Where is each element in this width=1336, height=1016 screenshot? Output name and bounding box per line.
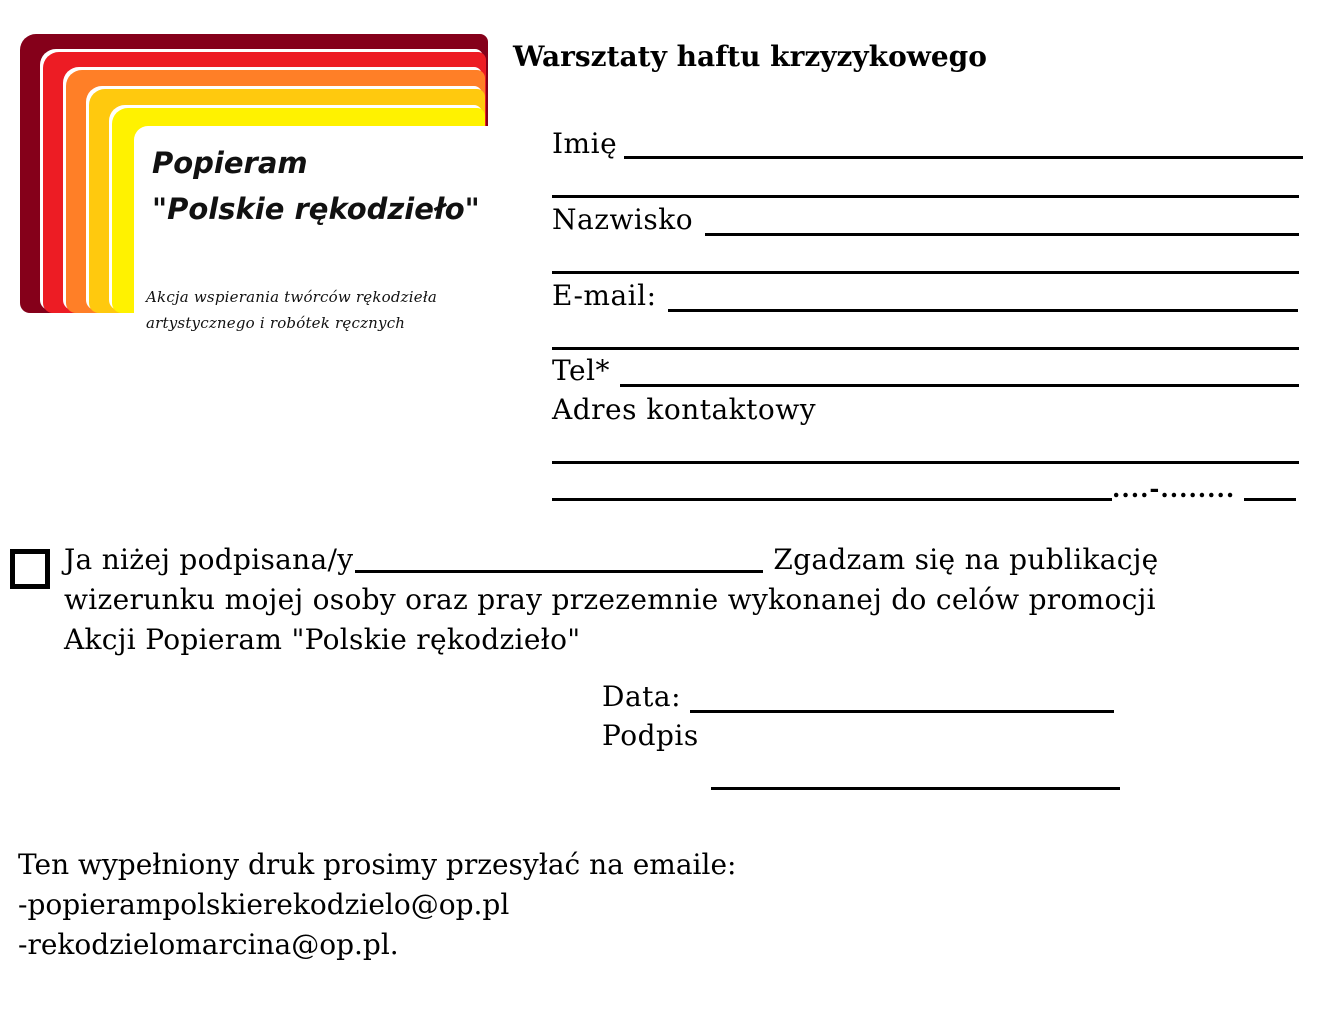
last-name-field[interactable] [705,233,1299,236]
address-line-1[interactable] [552,461,1299,464]
date-label: Data: [602,680,682,713]
first-name-extra-line[interactable] [552,195,1299,198]
consent-suffix: Zgadzam się na publikację [773,543,1159,576]
consent-line-2: wizerunku mojej osoby oraz pray przezemnie wykonanej do celów promocji [64,583,1156,616]
last-name-label: Nazwisko [552,203,694,236]
address-line-2[interactable] [552,498,1112,501]
logo-subtitle-line2: artystycznego i robótek ręcznych [146,314,406,332]
phone-label: Tel* [552,354,611,387]
footer [18,845,736,965]
logo-title [152,140,480,232]
consent-line-1 [64,540,1159,580]
first-name-field[interactable] [624,156,1303,159]
first-name-label: Imię [552,127,618,160]
signature-field[interactable] [711,787,1120,790]
logo-title-line2: "Polskie rękodzieło" [152,192,480,226]
footer-instruction: Ten wypełniony druk prosimy przesyłać na emaile: [18,848,737,881]
email-extra-line[interactable] [552,347,1299,350]
consent-line-3: Akcji Popieram "Polskie rękodzieło" [64,623,581,656]
form-heading: Warsztaty haftu krzyzykowego [513,40,987,73]
consent-name-field[interactable] [355,570,763,573]
consent-prefix: Ja niżej podpisana/y [64,543,354,576]
consent-text [64,540,1159,660]
last-name-extra-line[interactable] [552,271,1299,274]
footer-email-2: -rekodzielomarcina@op.pl. [18,928,399,961]
email-field[interactable] [668,309,1298,312]
logo-subtitle [146,284,437,336]
address-label: Adres kontaktowy [552,393,817,426]
logo-subtitle-line1: Akcja wspierania twórców rękodzieła [146,288,438,306]
email-label: E-mail: [552,279,657,312]
logo-title-line1: Popieram [152,146,308,180]
footer-email-1: -popierampolskierekodzielo@op.pl [18,888,510,921]
phone-field[interactable] [620,384,1299,387]
consent-checkbox[interactable] [10,549,50,589]
date-field[interactable] [690,710,1114,713]
city-field[interactable] [1244,498,1296,501]
signature-label: Podpis [602,719,699,752]
postal-code-field[interactable]: ....-........ [1112,474,1236,503]
